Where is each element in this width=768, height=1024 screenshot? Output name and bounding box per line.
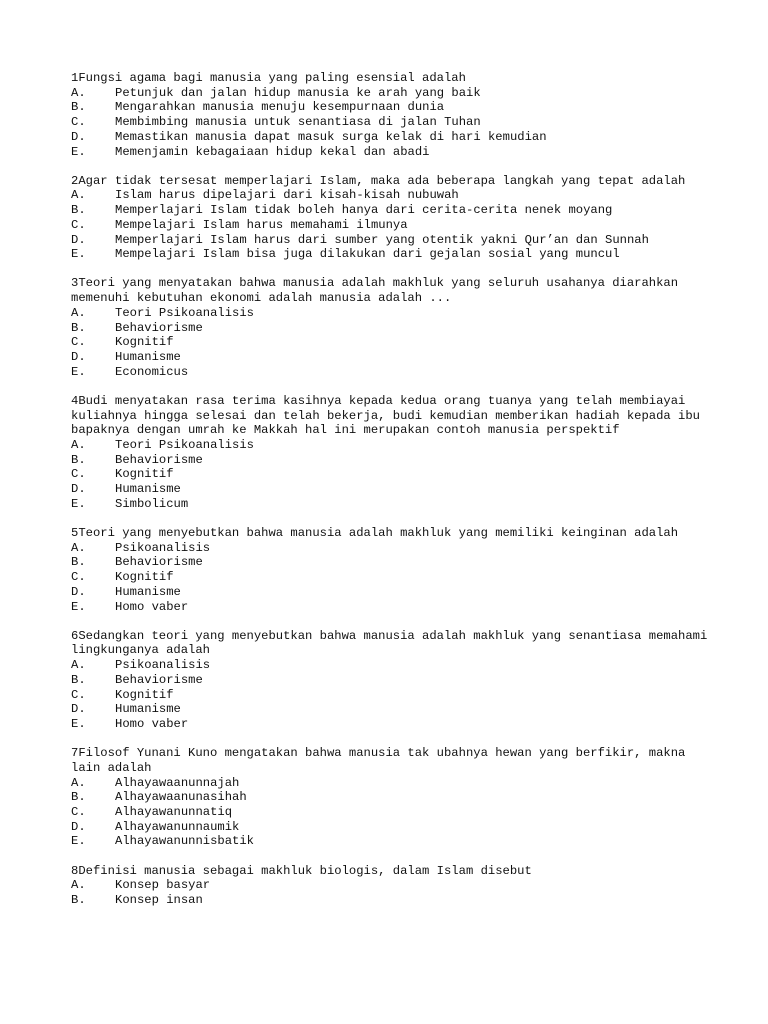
option-text: Mempelajari Islam harus memahami ilmunya — [115, 217, 408, 232]
option-text: Behaviorisme — [115, 672, 203, 687]
answer-option — [71, 438, 711, 453]
answer-option — [71, 145, 711, 160]
option-letter: D. — [71, 129, 86, 144]
option-text: Psikoanalisis — [115, 658, 211, 673]
answer-option — [71, 233, 711, 248]
document-page — [71, 71, 715, 922]
option-letter: B. — [71, 320, 86, 335]
option-text: Mengarahkan manusia menuju kesempurnaan dunia — [115, 100, 445, 115]
answer-option — [71, 350, 711, 365]
option-letter: C. — [71, 570, 86, 585]
answer-option — [71, 365, 711, 380]
option-text: Konsep insan — [115, 892, 203, 907]
question-text: 7Filosof Yunani Kuno mengatakan bahwa manusia tak ubahnya hewan yang berfikir, makna lain adalah — [71, 746, 693, 775]
answer-option — [71, 306, 711, 321]
option-letter: D. — [71, 584, 86, 599]
option-letter: E. — [71, 599, 86, 614]
option-letter: C. — [71, 467, 86, 482]
option-letter: B. — [71, 672, 86, 687]
answer-option — [71, 834, 711, 849]
question-text: 1Fungsi agama bagi manusia yang paling esensial adalah — [71, 71, 466, 85]
option-letter: C. — [71, 335, 86, 350]
question-block — [71, 276, 711, 379]
question-text: 8Definisi manusia sebagai makhluk biologis, dalam Islam disebut — [71, 863, 532, 878]
option-letter: A. — [71, 775, 86, 790]
option-letter: B. — [71, 555, 86, 570]
answer-option — [71, 570, 711, 585]
answer-option — [71, 218, 711, 233]
option-text: Behaviorisme — [115, 555, 203, 570]
option-letter: B. — [71, 790, 86, 805]
answer-option — [71, 86, 711, 101]
answer-option — [71, 203, 711, 218]
answer-option — [71, 805, 711, 820]
option-letter: D. — [71, 232, 86, 247]
option-text: Alhayawanunnaumik — [115, 819, 240, 834]
option-letter: B. — [71, 100, 86, 115]
option-letter: B. — [71, 452, 86, 467]
option-text: Memenjamin kebagaiaan hidup kekal dan abadi — [115, 144, 430, 159]
option-letter: D. — [71, 819, 86, 834]
option-text: Kognitif — [115, 687, 174, 702]
option-text: Teori Psikoanalisis — [115, 437, 254, 452]
option-text: Kognitif — [115, 335, 174, 350]
answer-option — [71, 776, 711, 791]
option-letter: A. — [71, 878, 86, 893]
option-text: Behaviorisme — [115, 320, 203, 335]
option-letter: A. — [71, 305, 86, 320]
question-text: 3Teori yang menyatakan bahwa manusia adalah makhluk yang seluruh usahanya diarahkan memenuhi kebutuhan ekonomi adalah manusia adalah ... — [71, 276, 686, 306]
answer-option — [71, 673, 711, 688]
option-text: Alhayawaanunnajah — [115, 775, 240, 790]
option-text: Psikoanalisis — [115, 540, 211, 555]
question-text: 5Teori yang menyebutkan bahwa manusia adalah makhluk yang memiliki keinginan adalah — [71, 525, 679, 540]
answer-option — [71, 893, 711, 908]
answer-option — [71, 482, 711, 497]
answer-option — [71, 453, 711, 468]
answer-option — [71, 321, 711, 336]
option-text: Humanisme — [115, 482, 181, 497]
question-text: 6Sedangkan teori yang menyebutkan bahwa manusia adalah makhluk yang senantiasa memahami lingkunganya adalah — [71, 628, 715, 658]
answer-option — [71, 497, 711, 512]
option-text: Konsep basyar — [115, 878, 211, 893]
answer-option — [71, 878, 711, 893]
option-letter: C. — [71, 217, 86, 232]
option-text: Alhayawanunnatiq — [115, 804, 233, 819]
option-letter: C. — [71, 804, 86, 819]
option-text: Alhayawanunnisbatik — [115, 834, 254, 849]
answer-option — [71, 467, 711, 482]
answer-option — [71, 820, 711, 835]
option-text: Mempelajari Islam bisa juga dilakukan dari gejalan sosial yang muncul — [115, 247, 620, 262]
question-block — [71, 394, 711, 512]
question-block — [71, 628, 715, 732]
answer-option — [71, 600, 711, 615]
option-text: Behaviorisme — [115, 452, 203, 467]
question-block — [71, 71, 711, 159]
question-text: 4Budi menyatakan rasa terima kasihnya kepada kedua orang tuanya yang telah membiayai kuliahnya hingga selesai dan telah bekerja, budi kemudian memberikan hadiah kepada ibu bapaknya dengan umrah ke Makkah hal ini merupakan contoh manusia perspektif — [71, 393, 708, 438]
option-text: Islam harus dipelajari dari kisah-kisah nubuwah — [115, 188, 459, 203]
option-text: Membimbing manusia untuk senantiasa di jalan Tuhan — [115, 115, 481, 130]
option-letter: E. — [71, 364, 86, 379]
option-letter: C. — [71, 115, 86, 130]
option-letter: E. — [71, 496, 86, 511]
option-text: Teori Psikoanalisis — [115, 305, 254, 320]
option-text: Kognitif — [115, 570, 174, 585]
option-text: Humanisme — [115, 584, 181, 599]
answer-option — [71, 717, 711, 732]
option-letter: C. — [71, 687, 86, 702]
option-letter: B. — [71, 892, 86, 907]
option-text: Alhayawaanunasihah — [115, 790, 247, 805]
option-text: Humanisme — [115, 349, 181, 364]
question-block — [71, 526, 711, 614]
answer-option — [71, 702, 711, 717]
option-text: Homo vaber — [115, 716, 189, 731]
option-text: Simbolicum — [115, 496, 189, 511]
option-text: Economicus — [115, 364, 189, 379]
question-block — [71, 746, 711, 849]
answer-option — [71, 541, 711, 556]
option-letter: E. — [71, 144, 86, 159]
option-text: Homo vaber — [115, 599, 189, 614]
answer-option — [71, 790, 711, 805]
answer-option — [71, 585, 711, 600]
answer-option — [71, 130, 711, 145]
answer-option — [71, 247, 711, 262]
answer-option — [71, 658, 711, 673]
option-letter: E. — [71, 834, 86, 849]
option-text: Memastikan manusia dapat masuk surga kelak di hari kemudian — [115, 129, 547, 144]
option-letter: D. — [71, 349, 86, 364]
option-letter: D. — [71, 702, 86, 717]
question-block — [71, 174, 711, 262]
option-text: Kognitif — [115, 467, 174, 482]
option-letter: B. — [71, 203, 86, 218]
answer-option — [71, 688, 711, 703]
answer-option — [71, 335, 711, 350]
option-text: Petunjuk dan jalan hidup manusia ke arah yang baik — [115, 85, 481, 100]
answer-option — [71, 115, 711, 130]
answer-option — [71, 100, 711, 115]
option-text: Memperlajari Islam harus dari sumber yang otentik yakni Qur’an dan Sunnah — [115, 232, 649, 247]
option-letter: A. — [71, 85, 86, 100]
answer-option — [71, 555, 711, 570]
option-text: Memperlajari Islam tidak boleh hanya dari cerita-cerita nenek moyang — [115, 203, 613, 218]
option-text: Humanisme — [115, 702, 181, 717]
question-block — [71, 864, 711, 908]
option-letter: A. — [71, 658, 86, 673]
option-letter: E. — [71, 247, 86, 262]
answer-option — [71, 188, 711, 203]
option-letter: A. — [71, 437, 86, 452]
question-text: 2Agar tidak tersesat memperlajari Islam, maka ada beberapa langkah yang tepat adalah — [71, 173, 686, 188]
option-letter: E. — [71, 716, 86, 731]
option-letter: A. — [71, 188, 86, 203]
option-letter: A. — [71, 540, 86, 555]
option-letter: D. — [71, 482, 86, 497]
